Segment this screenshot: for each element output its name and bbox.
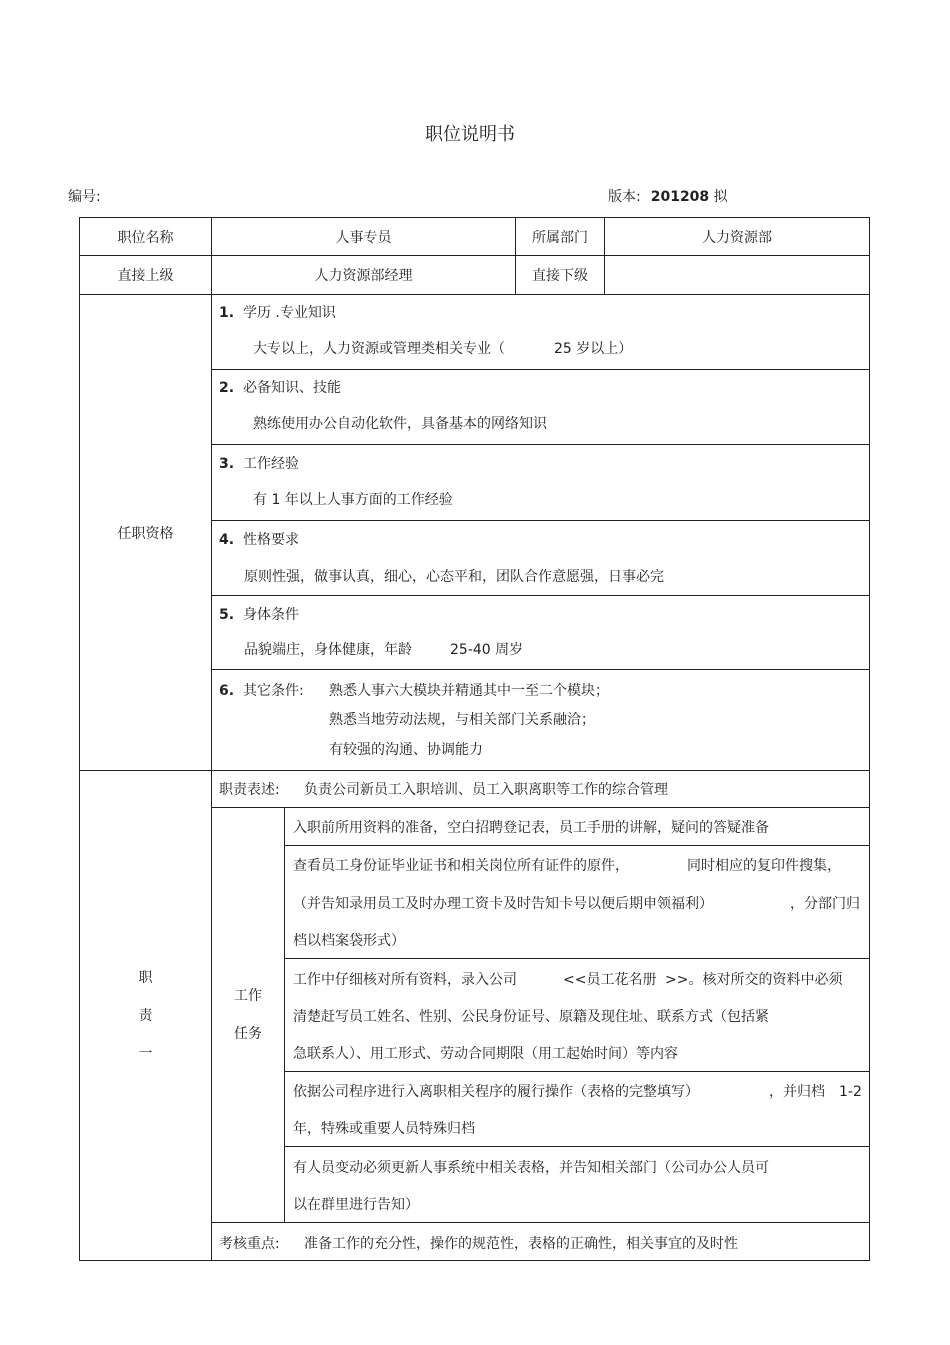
task-label-cell <box>211 807 285 1223</box>
assessment-row <box>211 1222 870 1261</box>
task-line: 工作中仔细核对所有资料，录入公司 <box>293 972 517 988</box>
version-value: 201208 <box>650 189 710 205</box>
task-line: ，并归档 <box>769 1084 825 1100</box>
task-line: 依据公司程序进行入离职相关程序的履行操作（表格的完整填写） <box>293 1084 699 1100</box>
department-label-cell <box>515 217 605 256</box>
page-title: 职位说明书 <box>425 124 515 145</box>
qualification-item <box>211 669 870 771</box>
superior-value: 人力资源部经理 <box>314 268 413 284</box>
duty-label-char: 一 <box>138 1045 153 1062</box>
superior-label: 直接上级 <box>117 268 174 284</box>
duty-statement-label: 职责表述: <box>219 782 280 798</box>
qualification-heading: 1. 学历 .专业知识 <box>219 305 336 321</box>
version-suffix: 拟 <box>713 189 728 205</box>
qualification-line: 原则性强，做事认真，细心，心态平和，团队合作意愿强，日事必完 <box>244 569 664 585</box>
task-line: >>。核对所交的资料中必须 <box>665 972 843 988</box>
qualification-heading: 5. 身体条件 <box>219 607 299 623</box>
qualification-line: 有较强的沟通、协调能力 <box>329 742 483 758</box>
qualification-heading: 3. 工作经验 <box>219 456 299 472</box>
task-line: ，分部门归 <box>790 896 860 912</box>
task-item <box>284 1146 870 1223</box>
qualification-item <box>211 369 870 445</box>
qualification-line: 有 1 年以上人事方面的工作经验 <box>253 492 453 508</box>
qualification-heading: 4. 性格要求 <box>219 532 299 548</box>
task-item <box>284 807 870 846</box>
department-label: 所属部门 <box>532 229 588 246</box>
duty-label-cell <box>79 770 212 1261</box>
qualification-line: 熟练使用办公自动化软件，具备基本的网络知识 <box>253 416 547 432</box>
version-label: 版本: <box>608 189 641 205</box>
department-value-cell <box>604 217 870 256</box>
task-line: （并告知录用员工及时办理工资卡及时告知卡号以便后期申领福利） <box>293 896 713 912</box>
assessment-text: 准备工作的充分性，操作的规范性，表格的正确性，相关事宜的及时性 <box>304 1236 738 1252</box>
qualification-line: 熟悉人事六大模块并精通其中一至二个模块； <box>329 683 609 699</box>
qualification-heading: 2. 必备知识、技能 <box>219 380 341 396</box>
qualifications-label: 任职资格 <box>117 525 174 542</box>
superior-value-cell <box>211 255 516 295</box>
task-line: 年，特殊或重要人员特殊归档 <box>293 1121 475 1137</box>
task-line: 以在群里进行告知） <box>293 1197 419 1213</box>
subordinate-value-cell <box>604 255 870 295</box>
qualification-item <box>211 595 870 670</box>
task-item <box>284 845 870 959</box>
duty-statement-text: 负责公司新员工入职培训、员工入职离职等工作的综合管理 <box>304 782 668 798</box>
superior-label-cell <box>79 255 212 295</box>
task-line: 1-2 <box>839 1084 862 1100</box>
department-value: 人力资源部 <box>702 229 772 246</box>
task-line: 入职前所用资料的准备，空白招聘登记表，员工手册的讲解，疑问的答疑准备 <box>293 820 769 836</box>
task-item <box>284 1071 870 1147</box>
task-label-line: 工作 <box>234 988 262 1004</box>
subordinate-label-cell <box>515 255 605 295</box>
qualification-line: 大专以上，人力资源或管理类相关专业（ <box>253 341 505 357</box>
duty-statement-row <box>211 770 870 808</box>
position-name-value: 人事专员 <box>335 229 392 246</box>
qualification-heading: 6. 其它条件: <box>219 683 304 699</box>
position-name-label-cell <box>79 217 212 256</box>
task-label-line: 任务 <box>234 1026 262 1042</box>
qualification-item <box>211 444 870 521</box>
version-block <box>608 186 728 206</box>
qualifications-label-cell <box>79 294 212 771</box>
qualification-item <box>211 294 870 370</box>
position-name-value-cell <box>211 217 516 256</box>
task-line: 清楚赶写员工姓名、性别、公民身份证号、原籍及现住址、联系方式（包括紧 <box>293 1009 769 1025</box>
qualification-line: 25 岁以上） <box>554 341 633 357</box>
task-line: 急联系人）、用工形式、劳动合同期限（用工起始时间）等内容 <box>293 1046 678 1062</box>
assessment-label: 考核重点: <box>219 1236 280 1252</box>
qualification-line: 熟悉当地劳动法规，与相关部门关系融洽； <box>329 712 595 728</box>
qualification-item <box>211 520 870 596</box>
subordinate-label: 直接下级 <box>532 268 588 284</box>
task-line: 查看员工身份证毕业证书和相关岗位所有证件的原件， <box>293 858 629 874</box>
task-line: <<员工花名册 <box>563 972 657 988</box>
number-label: 编号: <box>68 189 101 205</box>
task-line: 档以档案袋形式） <box>293 933 405 949</box>
duty-label-char: 责 <box>138 1007 153 1024</box>
qualification-line: 25-40 周岁 <box>450 642 524 658</box>
task-item <box>284 958 870 1072</box>
position-name-label: 职位名称 <box>117 229 174 246</box>
qualification-line: 品貌端庄，身体健康，年龄 <box>244 642 412 658</box>
task-line: 同时相应的复印件搜集， <box>687 858 841 874</box>
task-line: 有人员变动必须更新人事系统中相关表格，并告知相关部门（公司办公人员可 <box>293 1160 769 1176</box>
duty-label-char: 职 <box>138 969 153 986</box>
